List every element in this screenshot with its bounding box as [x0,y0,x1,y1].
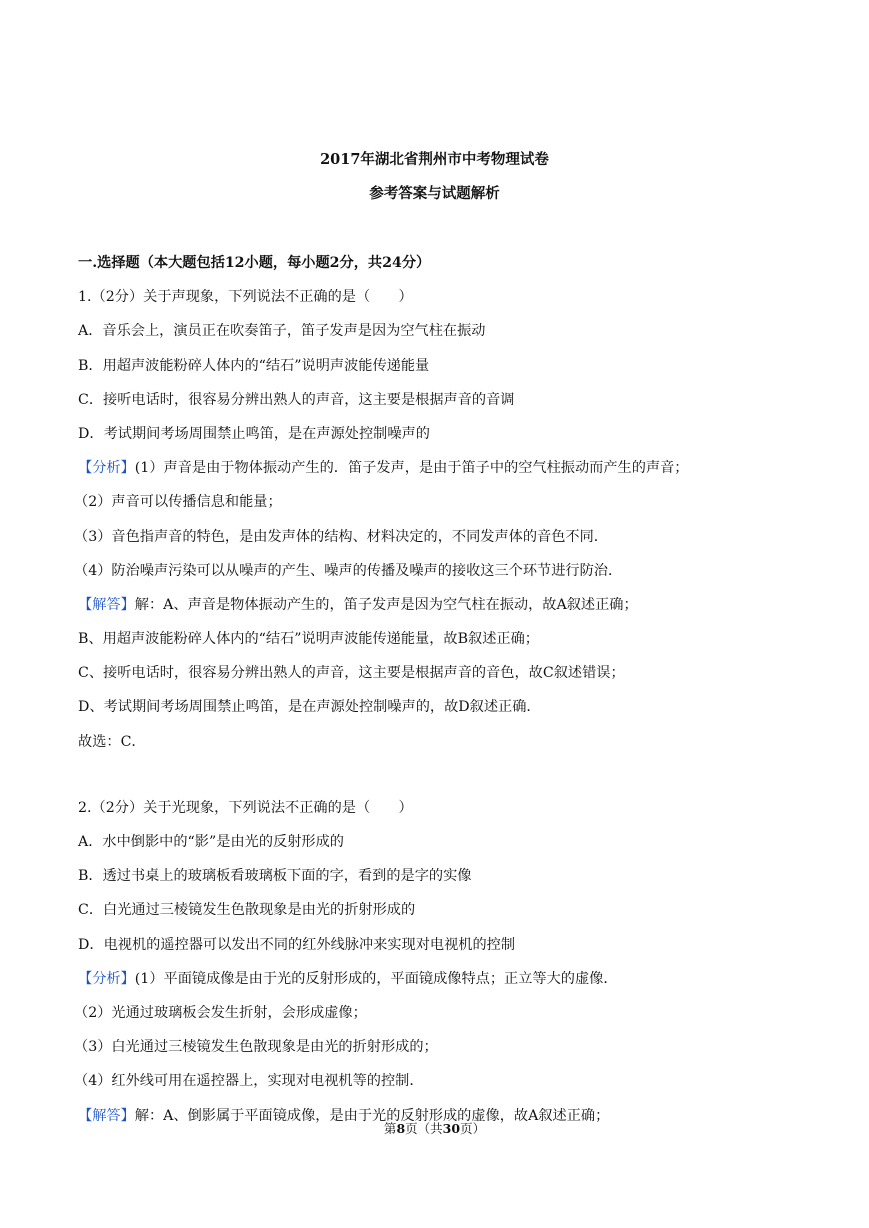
footer-total-pages: 30 [442,1121,461,1136]
analysis-text: (1）声音是由于物体振动产生的．笛子发声，是由于笛子中的空气柱振动而产生的声音； [134,460,689,477]
analysis-line: （3）音色指声音的特色，是由发声体的结构、材料决定的，不同发声体的音色不同． [74,528,608,545]
answer-line: D、考试期间考场周围禁止鸣笛，是在声源处控制噪声的，故D叙述正确． [78,699,541,716]
option-b: B．用超声波能粉碎人体内的“结石”说明声波能传递能量 [78,357,430,374]
option-c: C．接听电话时，很容易分辨出熟人的声音，这主要是根据声音的音调 [78,391,515,408]
question-gap [78,759,808,791]
question-stem: 1.（2分）关于声现象，下列说法不正确的是（ ） [78,289,413,306]
footer-middle: 页（共 [405,1121,443,1136]
option-b: B．透过书桌上的玻璃板看玻璃板下面的字，看到的是字的实像 [78,868,472,885]
answer-text: 解：A、声音是物体振动产生的，笛子发声是因为空气柱在振动，故A叙述正确； [134,596,638,613]
analysis-line [78,451,808,485]
option-c: C．白光通过三棱镜发生色散现象是由光的折射形成的 [78,902,416,919]
document-body [74,246,808,1133]
answer-tag: 【解答】 [78,596,135,613]
analysis-line: （2）光通过玻璃板会发生折射，会形成虚像； [74,1004,367,1021]
analysis-line: （4）防治噪声污染可以从噪声的产生、噪声的传播及噪声的接收这三个环节进行防治． [74,562,623,579]
document-title: 2017年湖北省荆州市中考物理试卷 [320,151,549,168]
analysis-line: （2）声音可以传播信息和能量； [74,494,282,511]
document-subtitle: 参考答案与试题解析 [369,185,500,202]
footer-page-number: 8 [396,1121,406,1136]
question-2 [74,791,808,1133]
analysis-tag: 【分析】 [78,460,135,477]
question-stem: 2.（2分）关于光现象，下列说法不正确的是（ ） [78,799,413,816]
option-a: A．水中倒影中的“影”是由光的反射形成的 [78,834,344,850]
footer-prefix: 第 [383,1121,397,1136]
answer-line: C、接听电话时，很容易分辨出熟人的声音，这主要是根据声音的音色，故C叙述错误； [78,665,625,682]
analysis-line: （3）白光通过三棱镜发生色散现象是由光的折射形成的； [74,1039,438,1056]
option-d: D．考试期间考场周围禁止鸣笛，是在声源处控制噪声的 [78,425,430,442]
option-a: A．音乐会上，演员正在吹奏笛子，笛子发声是因为空气柱在振动 [78,323,486,340]
analysis-text: (1）平面镜成像是由于光的反射形成的，平面镜成像特点；正立等大的虚像． [134,970,618,987]
answer-line: B、用超声波能粉碎人体内的“结石”说明声波能传递能量，故B叙述正确； [78,631,539,648]
page-footer [0,1119,869,1137]
answer-line [78,588,808,622]
answer-text: 解：A、倒影属于平面镜成像，是由于光的反射形成的虚像，故A叙述正确； [134,1107,610,1124]
analysis-line: （4）红外线可用在遥控器上，实现对电视机等的控制． [74,1073,424,1090]
analysis-line [78,962,808,996]
section-heading: 一.选择题（本大题包括12小题，每小题2分，共24分） [78,255,431,271]
answer-choice: 故选：C． [78,733,146,750]
option-d: D．电视机的遥控器可以发出不同的红外线脉冲来实现对电视机的控制 [78,936,516,953]
answer-tag: 【解答】 [78,1107,135,1124]
footer-suffix: 页） [460,1121,486,1136]
analysis-tag: 【分析】 [78,970,135,987]
question-1 [74,280,808,759]
